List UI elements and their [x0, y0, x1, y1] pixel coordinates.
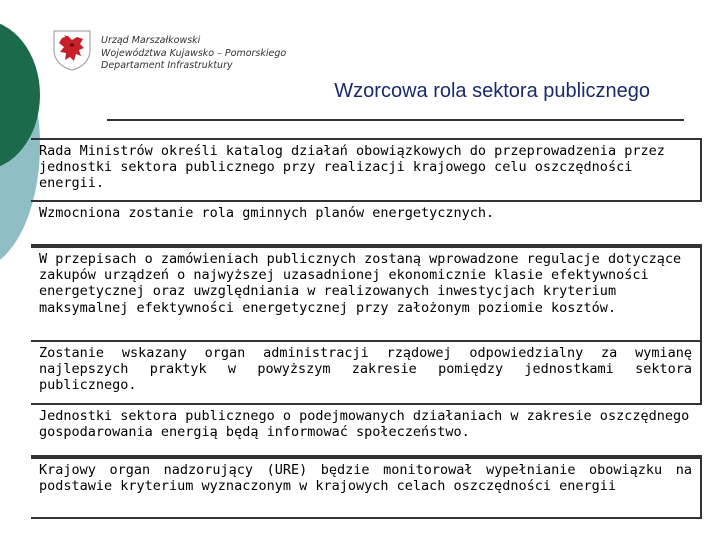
list-item — [31, 202, 702, 246]
list-item — [31, 138, 702, 202]
org-line-2: Województwa Kujawsko – Pomorskiego — [101, 47, 287, 59]
organization-header — [101, 35, 286, 73]
list-item — [31, 342, 702, 405]
list-item-text: W przepisach o zamówieniach publicznych zostaną wprowadzone regulacje dotyczące zakupów urządzeń o najwyższej uzasadnionej ekonomicznie klasie efektywności energetycznej oraz uwzględniania w realizowanych inwestycjach kryterium maksymalnej efektywności energetycznej przy założonym poziomie kosztów. — [39, 251, 682, 316]
list-item-text: Zostanie wskazany organ administracji rządowej odpowiedzialny za wymianę najlepszych praktyk w powyższym zakresie pomiędzy jednostkami sektora publicznego. — [39, 345, 692, 394]
list-item-text: Jednostki sektora publicznego o podejmowanych działaniach w zakresie oszczędnego gospodarowania energią będą informować społeczeństwo. — [39, 408, 690, 441]
list-item-text: Rada Ministrów określi katalog działań obowiązkowych do przeprowadzenia przez jednostki sektora publicznego przy realizacji krajowego celu oszczędności energii. — [39, 143, 665, 192]
measures-list — [31, 138, 702, 519]
page-title: Wzorcowa rola sektora publicznego — [334, 80, 650, 102]
list-item — [31, 457, 702, 519]
org-line-3: Departament Infrastruktury — [101, 60, 233, 71]
griffin-coat-of-arms-icon — [50, 28, 94, 72]
list-item-text: Wzmocniona zostanie rola gminnych planów energetycznych. — [39, 205, 495, 221]
list-item — [31, 246, 702, 342]
org-line-1: Urząd Marszałkowski — [101, 35, 201, 46]
list-item — [31, 405, 702, 457]
title-divider — [107, 119, 684, 121]
list-item-text: Krajowy organ nadzorujący (URE) będzie monitorował wypełnianie obowiązku na podstawie kryterium wyznaczonym w krajowych celach oszczędności energii — [39, 462, 692, 495]
